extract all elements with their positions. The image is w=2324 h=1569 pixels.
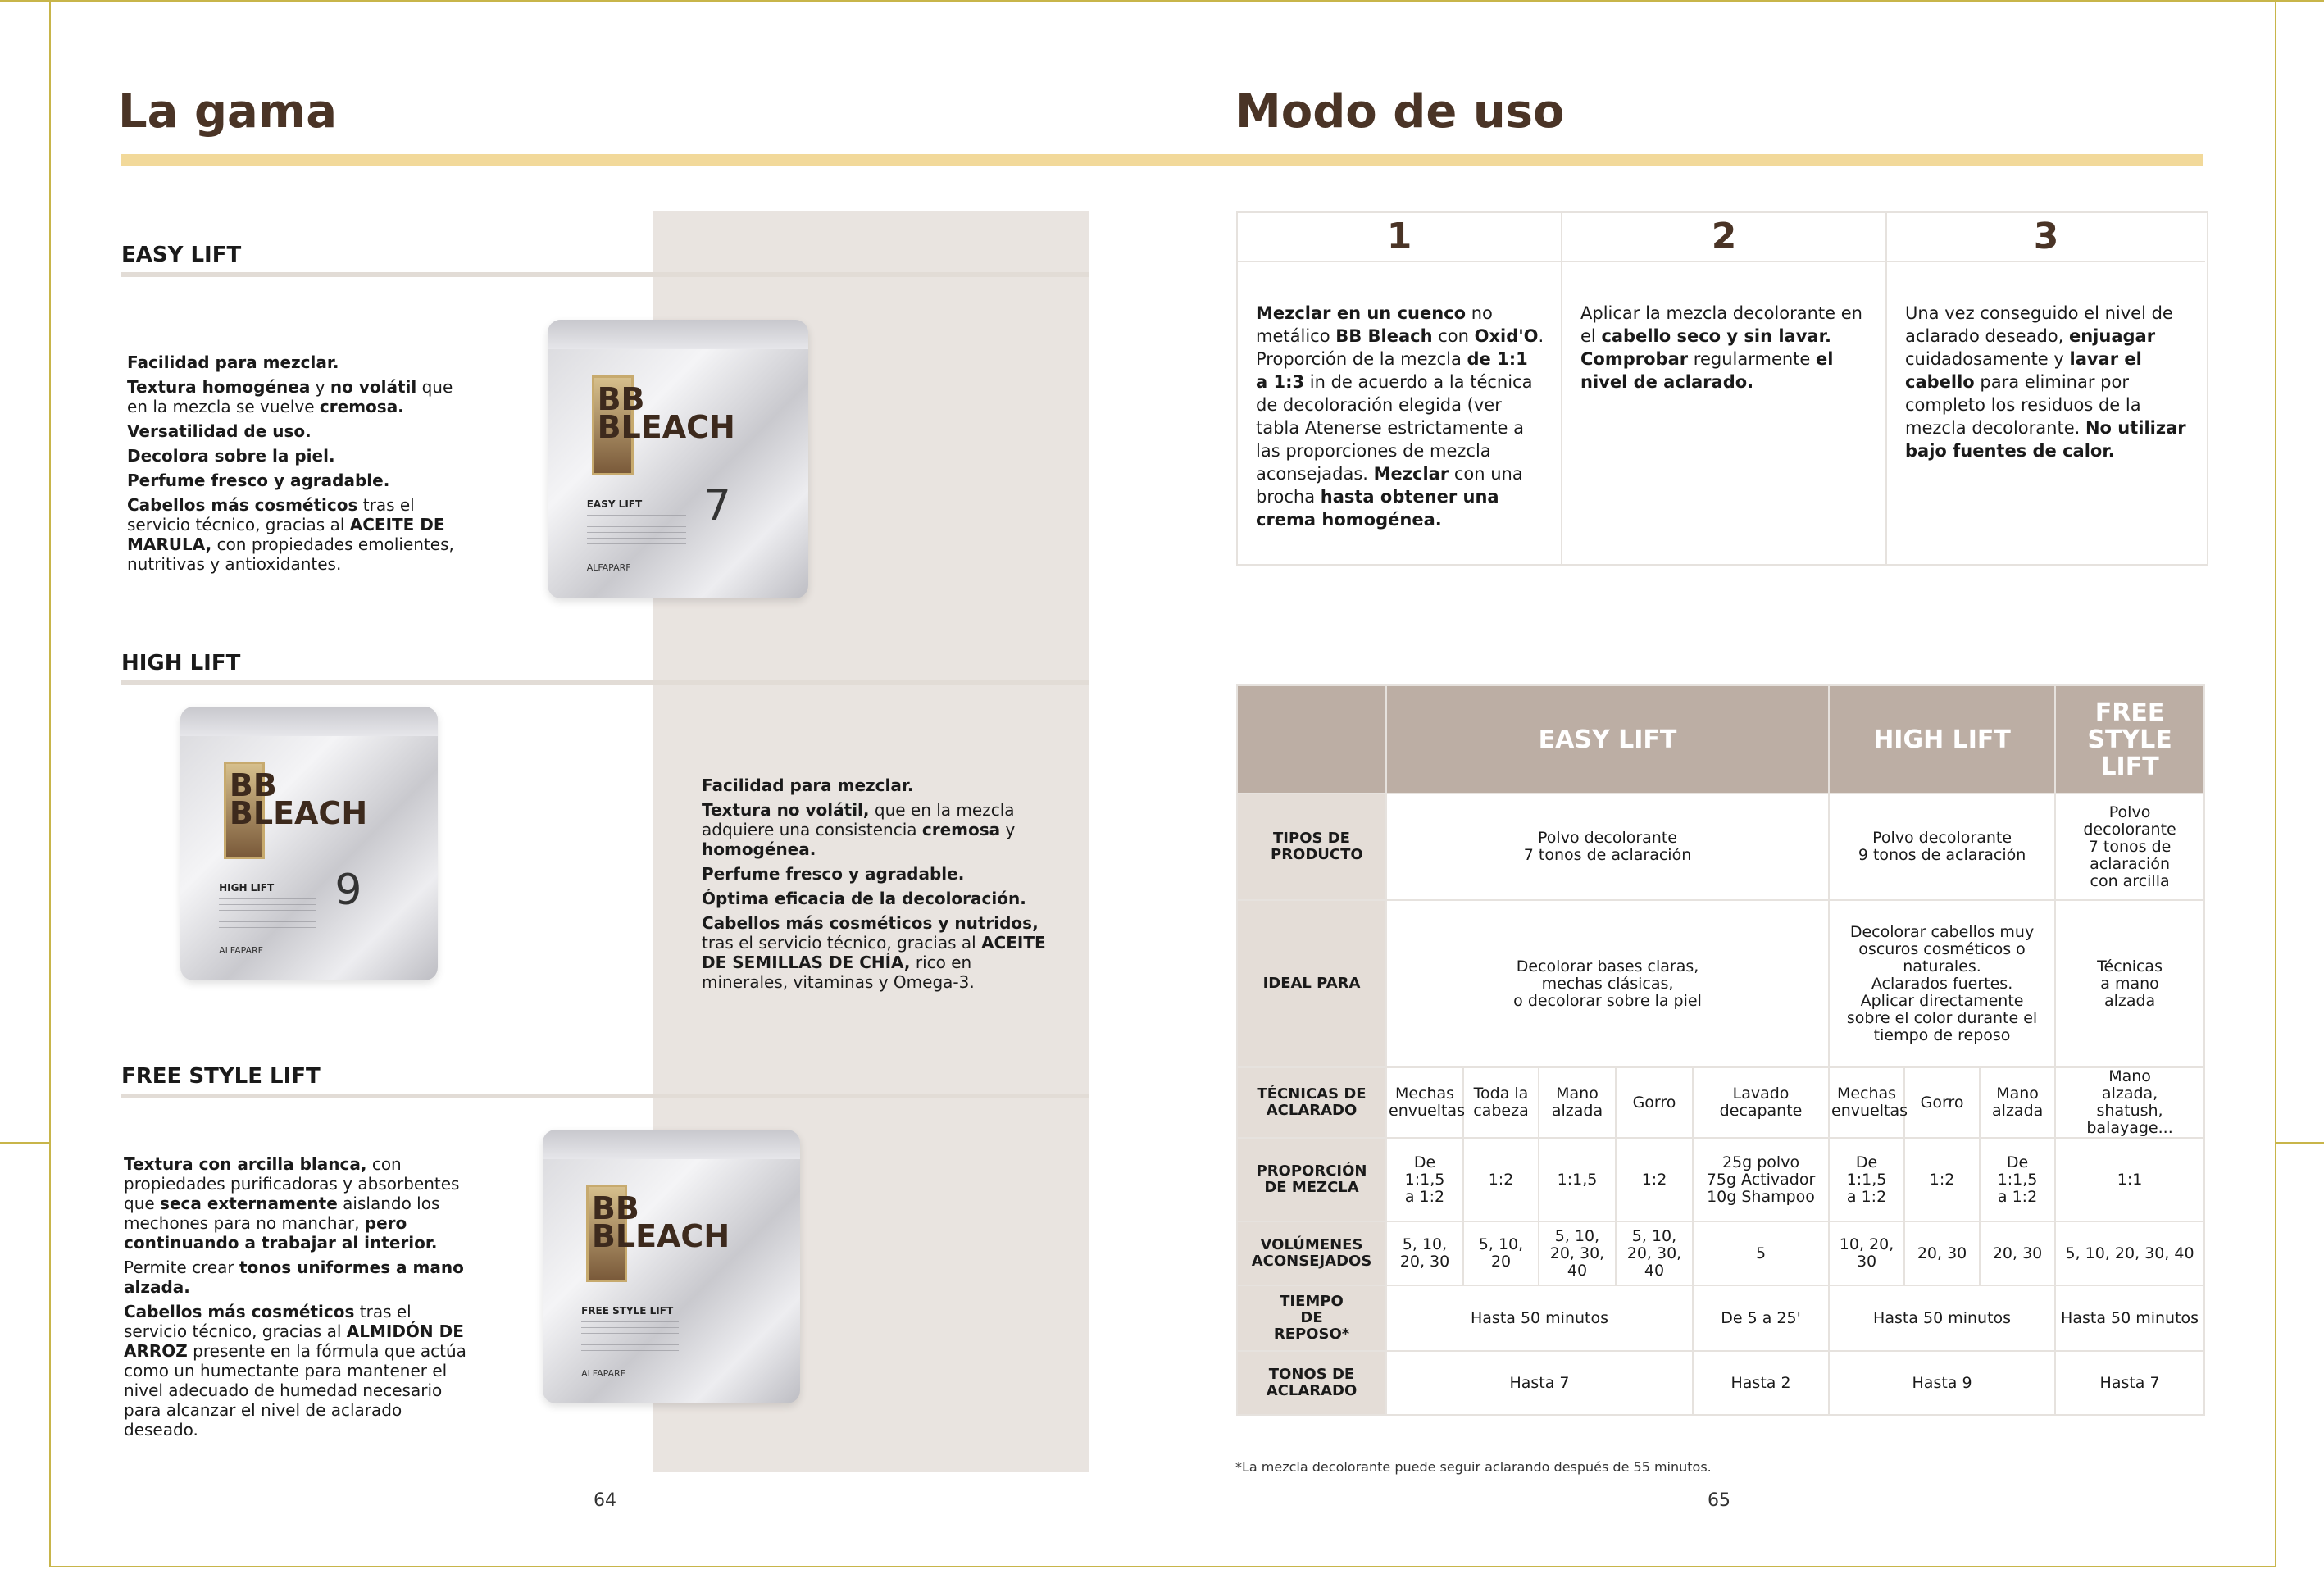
cell-proporcion: De 1:1,5 a 1:2 xyxy=(1829,1138,1904,1221)
page-title-left: La gama xyxy=(118,85,337,139)
table-row xyxy=(1237,794,2204,900)
page-title-right: Modo de uso xyxy=(1235,85,1565,139)
row-label-volumenes: VOLÚMENES ACONSEJADOS xyxy=(1237,1221,1386,1285)
table-row xyxy=(1237,1285,2204,1351)
step-1-text: Mezclar en un cuenco no metálico BB Bleach con Oxid'O. Proporción de la mezcla de 1:1 a 1:3 in de acuerdo a la técnica de decoloración elegida (ver tabla Atenerse estrictamente a las proporciones de mezcla aconsejadas. Mezclar con una brocha hasta obtener una crema homogénea. xyxy=(1256,303,1544,530)
cell-proporcion: 1:1 xyxy=(2055,1138,2204,1221)
cell-proporcion: 1:2 xyxy=(1616,1138,1693,1221)
table-corner xyxy=(1237,685,1386,794)
row-label-ideal: IDEAL PARA xyxy=(1237,900,1386,1067)
frame-right-line xyxy=(2275,0,2276,1144)
cell-proporcion: De 1:1,5 a 1:2 xyxy=(1980,1138,2055,1221)
product-comparison-table xyxy=(1236,684,2205,1416)
table-row xyxy=(1237,1351,2204,1415)
cell-tiempo: Hasta 50 minutos xyxy=(1386,1285,1693,1351)
row-label-tiempo: TIEMPO DE REPOSO* xyxy=(1237,1285,1386,1351)
section-title-easy-lift: EASY LIFT xyxy=(121,243,242,267)
step-1 xyxy=(1238,213,1562,564)
product-image-high-lift: BB BLEACH HIGH LIFT 9 ALFAPARF xyxy=(180,707,438,980)
cell-proporcion: 25g polvo 75g Activador 10g Shampoo xyxy=(1693,1138,1829,1221)
features-high-lift: Facilidad para mezclar. Textura no volátil, que en la mezcla adquiere una consistencia cremosa y homogénea. Perfume fresco y agradable. Óptima eficacia de la decoloración. Cabellos más cosméticos y nutridos, tras el servicio técnico, gracias al ACEITE DE SEMILLAS DE CHÍA, rico en minerales, vitaminas y Omega-3. xyxy=(702,775,1046,992)
cell-ideal-free: Técnicas a mano alzada xyxy=(2055,900,2204,1067)
row-label-tecnicas: TÉCNICAS DE ACLARADO xyxy=(1237,1067,1386,1138)
cell-tonos: Hasta 2 xyxy=(1693,1351,1829,1415)
cell-proporcion: 1:1,5 xyxy=(1539,1138,1616,1221)
page-number-left: 64 xyxy=(594,1490,616,1511)
cell-tecnicas: Mano alzada xyxy=(1539,1067,1616,1138)
frame-right-notch xyxy=(2275,1142,2324,1144)
cell-tecnicas: Mechas envueltas xyxy=(1386,1067,1463,1138)
frame-right-low xyxy=(2275,1142,2276,1567)
frame-left-notch xyxy=(0,1142,51,1144)
step-2-text: Aplicar la mezcla decolorante en el cabello seco y sin lavar. Comprobar regularmente el nivel de aclarado. xyxy=(1580,303,1862,392)
table-footnote: *La mezcla decolorante puede seguir aclarando después de 55 minutos. xyxy=(1235,1459,1712,1475)
frame-left-line xyxy=(49,0,51,1144)
section-rule-high-lift xyxy=(121,680,1089,685)
table-row xyxy=(1237,1138,2204,1221)
cell-volumenes: 5, 10, 20 xyxy=(1463,1221,1539,1285)
cell-volumenes: 10, 20, 30 xyxy=(1829,1221,1904,1285)
cell-tipos-easy: Polvo decolorante 7 tonos de aclaración xyxy=(1386,794,1829,900)
header-free-style-lift: FREE STYLE LIFT xyxy=(2055,685,2204,794)
table-row xyxy=(1237,900,2204,1067)
cell-tonos: Hasta 7 xyxy=(1386,1351,1693,1415)
frame-left-low xyxy=(49,1142,51,1567)
cell-tecnicas: Mano alzada, shatush, balayage... xyxy=(2055,1067,2204,1138)
usage-steps xyxy=(1236,211,2208,566)
step-3-number: 3 xyxy=(1887,213,2205,262)
step-2 xyxy=(1562,213,1887,564)
step-1-number: 1 xyxy=(1238,213,1561,262)
product-image-free-style-lift: BB BLEACH FREE STYLE LIFT ALFAPARF xyxy=(543,1130,800,1403)
section-title-free-style-lift: FREE STYLE LIFT xyxy=(121,1064,321,1089)
cell-tipos-free: Polvo decolorante 7 tonos de aclaración con arcilla xyxy=(2055,794,2204,900)
cell-volumenes: 5, 10, 20, 30, 40 xyxy=(1539,1221,1616,1285)
section-rule-easy-lift xyxy=(121,272,1089,277)
cell-tiempo: Hasta 50 minutos xyxy=(2055,1285,2204,1351)
header-high-lift: HIGH LIFT xyxy=(1829,685,2055,794)
row-label-proporcion: PROPORCIÓN DE MEZCLA xyxy=(1237,1138,1386,1221)
cell-tonos: Hasta 7 xyxy=(2055,1351,2204,1415)
cell-volumenes: 5, 10, 20, 30, 40 xyxy=(2055,1221,2204,1285)
table-row xyxy=(1237,1067,2204,1138)
cell-proporcion: 1:2 xyxy=(1463,1138,1539,1221)
section-title-high-lift: HIGH LIFT xyxy=(121,651,241,675)
title-accent-bar xyxy=(121,154,2203,166)
cell-proporcion: De 1:1,5 a 1:2 xyxy=(1386,1138,1463,1221)
cell-tecnicas: Mano alzada xyxy=(1980,1067,2055,1138)
cell-tipos-high: Polvo decolorante 9 tonos de aclaración xyxy=(1829,794,2055,900)
frame-top-line xyxy=(0,0,2324,2)
cell-volumenes: 20, 30 xyxy=(1904,1221,1980,1285)
header-easy-lift: EASY LIFT xyxy=(1386,685,1829,794)
cell-tecnicas: Gorro xyxy=(1616,1067,1693,1138)
features-easy-lift: Facilidad para mezclar. Textura homogénea y no volátil que en la mezcla se vuelve cremosa. Versatilidad de uso. Decolora sobre la piel. Perfume fresco y agradable. Cabellos más cosméticos tras el servicio técnico, gracias al ACEITE DE MARULA, con propiedades emolientes, nutritivas y antioxidantes. xyxy=(127,352,454,574)
step-3-text: Una vez conseguido el nivel de aclarado deseado, enjuagar cuidadosamente y lavar el cabello para eliminar por completo los residuos de la mezcla decolorante. No utilizar bajo fuentes de calor. xyxy=(1905,303,2186,461)
step-2-number: 2 xyxy=(1562,213,1885,262)
row-label-tonos: TONOS DE ACLARADO xyxy=(1237,1351,1386,1415)
cell-ideal-easy: Decolorar bases claras, mechas clásicas, o decolorar sobre la piel xyxy=(1386,900,1829,1067)
cell-volumenes: 5, 10, 20, 30, 40 xyxy=(1616,1221,1693,1285)
cell-ideal-high: Decolorar cabellos muy oscuros cosméticos o naturales. Aclarados fuertes. Aplicar directamente sobre el color durante el tiempo de reposo xyxy=(1829,900,2055,1067)
features-free-style-lift: Textura con arcilla blanca, con propiedades purificadoras y absorbentes que seca externamente aislando los mechones para no manchar, pero continuando a trabajar al interior. Permite crear tonos uniformes a mano alzada. Cabellos más cosméticos tras el servicio técnico, gracias al ALMIDÓN DE ARROZ presente en la fórmula que actúa como un humectante para mantener el nivel adecuado de humedad necesario para alcanzar el nivel de aclarado deseado. xyxy=(124,1154,466,1439)
cell-volumenes: 20, 30 xyxy=(1980,1221,2055,1285)
cell-tecnicas: Gorro xyxy=(1904,1067,1980,1138)
product-image-easy-lift: BB BLEACH EASY LIFT 7 ALFAPARF xyxy=(548,320,808,598)
frame-bottom-line xyxy=(49,1566,2275,1567)
cell-volumenes: 5 xyxy=(1693,1221,1829,1285)
cell-volumenes: 5, 10, 20, 30 xyxy=(1386,1221,1463,1285)
cell-tecnicas: Lavado decapante xyxy=(1693,1067,1829,1138)
cell-tecnicas: Toda la cabeza xyxy=(1463,1067,1539,1138)
cell-tiempo: De 5 a 25' xyxy=(1693,1285,1829,1351)
cell-proporcion: 1:2 xyxy=(1904,1138,1980,1221)
page-number-right: 65 xyxy=(1708,1490,1730,1511)
cell-tonos: Hasta 9 xyxy=(1829,1351,2055,1415)
table-row xyxy=(1237,1221,2204,1285)
section-rule-free-style-lift xyxy=(121,1094,1089,1098)
step-3 xyxy=(1887,213,2205,564)
cell-tecnicas: Mechas envueltas xyxy=(1829,1067,1904,1138)
cell-tiempo: Hasta 50 minutos xyxy=(1829,1285,2055,1351)
row-label-tipos: TIPOS DE PRODUCTO xyxy=(1237,794,1386,900)
